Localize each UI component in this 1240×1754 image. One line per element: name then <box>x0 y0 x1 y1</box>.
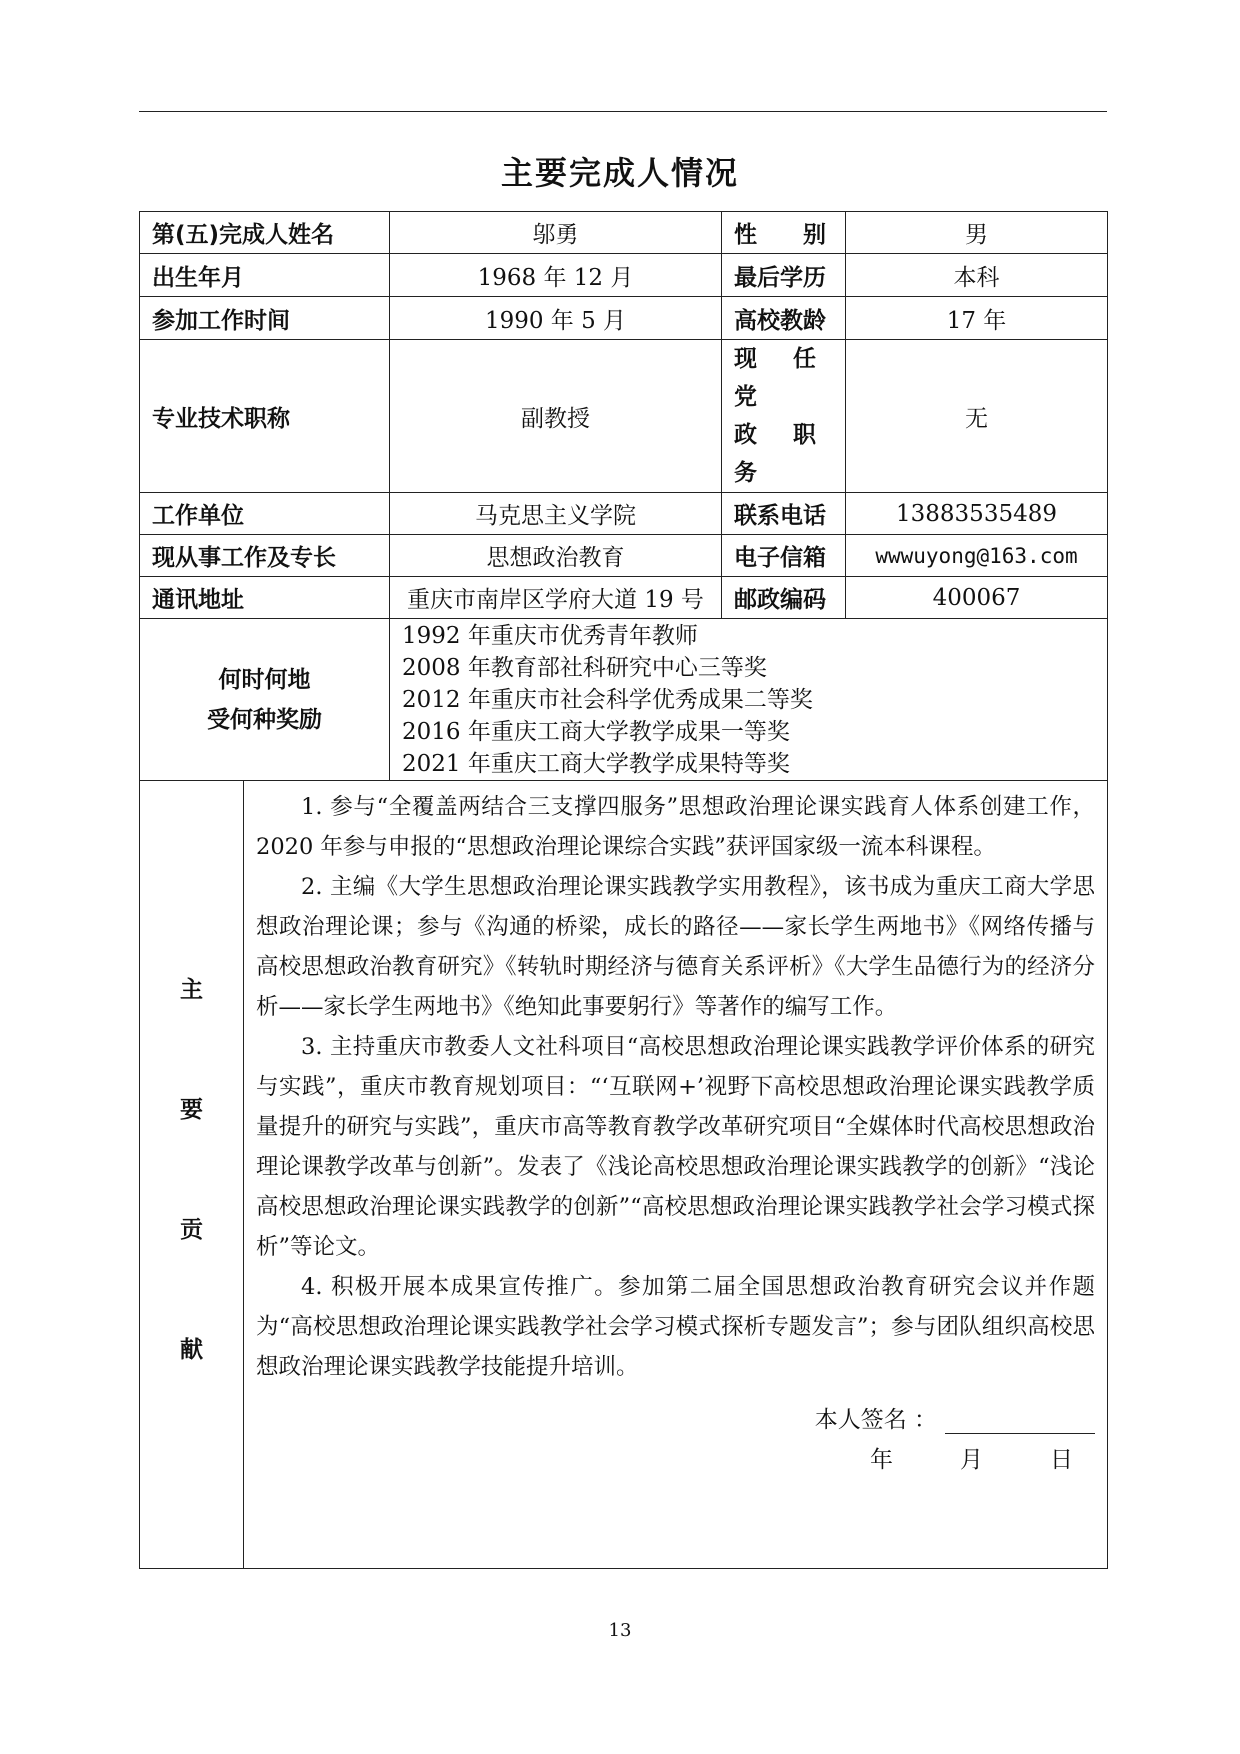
page-title: 主要完成人情况 <box>500 154 739 192</box>
education-value: 本科 <box>846 254 1108 297</box>
awards-label-line-2: 受何种奖励 <box>207 706 322 733</box>
party-duty-label-line-2: 政 职 务 <box>734 422 831 486</box>
signature-date: 年 月 日 <box>870 1447 1095 1473</box>
contribution-label <box>140 781 244 1568</box>
contribution-paragraph: 4. 积极开展本成果宣传推广。参加第二届全国思想政治教育研究会议并作题为“高校思想政治理论课实践教学社会学习模式探析专题发言”；参与团队组织高校思想政治理论课实践教学技能提升培训。 <box>256 1274 1095 1380</box>
awards-label <box>140 619 390 781</box>
contribution-paragraph: 1. 参与“全覆盖两结合三支撑四服务”思想政治理论课实践育人体系创建工作，2020 年参与申报的“思想政治理论课综合实践”获评国家级一流本科课程。 <box>256 794 1095 860</box>
specialty-label: 现从事工作及专长 <box>140 535 390 577</box>
contribution-body <box>244 781 1107 1568</box>
contribution-label-char: 主 <box>180 977 203 1003</box>
completer-info-table <box>139 211 1108 1569</box>
awards-label-line-1: 何时何地 <box>218 666 311 693</box>
contribution-wrapper <box>140 781 1107 1568</box>
contribution-label-char: 贡 <box>180 1217 203 1243</box>
contribution-paragraph: 2. 主编《大学生思想政治理论课实践教学实用教程》，该书成为重庆工商大学思想政治理论课；参与《沟通的桥梁，成长的路径——家长学生两地书》《网络传播与高校思想政治教育研究》《转轨时期经济与德育关系评析》《大学生品德行为的经济分析——家长学生两地书》《绝知此事要躬行》等著作的编写工作。 <box>256 874 1095 1020</box>
email-value: wwwuyong@163.com <box>846 535 1108 577</box>
table-row <box>140 212 1108 254</box>
address-value: 重庆市南岸区学府大道 19 号 <box>390 577 722 619</box>
contribution-label-char: 要 <box>180 1097 203 1123</box>
table-row <box>140 619 1108 781</box>
contribution-label-char: 献 <box>180 1337 203 1363</box>
party-duty-label-line-1: 现 任 党 <box>734 346 831 410</box>
zip-label: 邮政编码 <box>722 577 846 619</box>
table-row <box>140 781 1108 1569</box>
table-row <box>140 254 1108 297</box>
table-row <box>140 340 1108 493</box>
phone-label: 联系电话 <box>722 493 846 535</box>
signature-line[interactable] <box>945 1409 1095 1434</box>
education-label: 最后学历 <box>722 254 846 297</box>
name-value: 邬勇 <box>390 212 722 254</box>
contribution-cell <box>140 781 1108 1569</box>
signature-label: 本人签名 ： <box>814 1407 937 1433</box>
specialty-value: 思想政治教育 <box>390 535 722 577</box>
awards-list <box>390 619 1108 781</box>
table-row <box>140 297 1108 340</box>
teaching-years-value: 17 年 <box>846 297 1108 340</box>
list-item: 2008 年教育部社科研究中心三等奖 <box>402 654 767 681</box>
phone-value: 13883535489 <box>846 493 1108 535</box>
email-label: 电子信箱 <box>722 535 846 577</box>
signature-area <box>815 1401 1095 1434</box>
work-unit-label: 工作单位 <box>140 493 390 535</box>
gender-label: 性 别 <box>722 212 846 254</box>
list-item: 2016 年重庆工商大学教学成果一等奖 <box>402 718 790 745</box>
list-item: 1992 年重庆市优秀青年教师 <box>402 622 698 649</box>
professional-title-label: 专业技术职称 <box>140 340 390 493</box>
table-row <box>140 535 1108 577</box>
professional-title-value: 副教授 <box>390 340 722 493</box>
address-label: 通讯地址 <box>140 577 390 619</box>
list-item: 2021 年重庆工商大学教学成果特等奖 <box>402 750 790 777</box>
table-row <box>140 493 1108 535</box>
party-duty-value: 无 <box>846 340 1108 493</box>
page-number: 13 <box>608 1620 632 1641</box>
party-duty-label <box>722 340 846 493</box>
work-start-value: 1990 年 5 月 <box>390 297 722 340</box>
zip-value: 400067 <box>846 577 1108 619</box>
list-item: 2012 年重庆市社会科学优秀成果二等奖 <box>402 686 813 713</box>
gender-value: 男 <box>846 212 1108 254</box>
birth-value: 1968 年 12 月 <box>390 254 722 297</box>
birth-label: 出生年月 <box>140 254 390 297</box>
work-start-label: 参加工作时间 <box>140 297 390 340</box>
work-unit-value: 马克思主义学院 <box>390 493 722 535</box>
top-rule <box>139 111 1107 112</box>
name-label: 第(五)完成人姓名 <box>140 212 390 254</box>
teaching-years-label: 高校教龄 <box>722 297 846 340</box>
contribution-paragraph: 3. 主持重庆市教委人文社科项目“高校思想政治理论课实践教学评价体系的研究与实践”，重庆市教育规划项目：“‘互联网+’视野下高校思想政治理论课实践教学质量提升的研究与实践”，重庆市高等教育教学改革研究项目“全媒体时代高校思想政治理论课教学改革与创新”。发表了《浅论高校思想政治理论课实践教学的创新》“浅论高校思想政治理论课实践教学的创新”“高校思想政治理论课实践教学社会学习模式探析”等论文。 <box>256 1034 1095 1260</box>
table-row <box>140 577 1108 619</box>
